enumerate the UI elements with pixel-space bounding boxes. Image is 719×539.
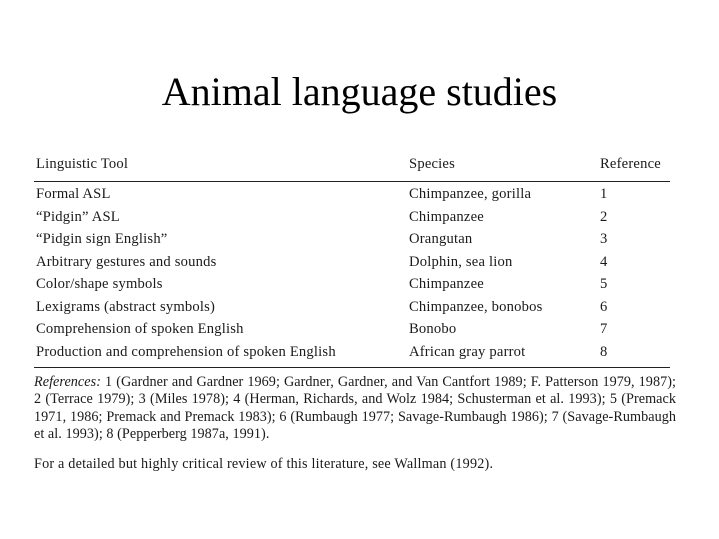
references-paragraph — [34, 374, 676, 444]
table-row — [34, 186, 674, 208]
cell-tool: “Pidgin sign English” — [36, 231, 168, 247]
cell-reference: 5 — [600, 276, 608, 292]
cell-tool: “Pidgin” ASL — [36, 208, 120, 225]
cell-reference: 3 — [600, 231, 608, 247]
column-header-species: Species — [409, 156, 455, 172]
column-header-tool: Linguistic Tool — [36, 156, 129, 172]
cell-species: Chimpanzee, bonobos — [409, 298, 543, 315]
table-row — [34, 209, 674, 231]
cell-reference: 7 — [600, 321, 608, 337]
table-bottom-rule — [34, 367, 670, 368]
slide-title: Animal language studies — [161, 69, 558, 114]
cell-species: Chimpanzee, gorilla — [409, 186, 532, 202]
references-text: 1 (Gardner and Gardner 1969; Gardner, Gardner, and Van Cantfort 1989; F. Patterson 1979, 1987); 2 (Terrace 1979); 3 (Miles 1978); 4 (Herman, Richards, and Wolz 1984; Schusterman et al. 1993); 5 (Premack 1971, 1986; Premack and Premack 1983); 6 (Rumbaugh 1977; Savage-Rumbaugh 1986); 7 (Savage-Rumbaugh et al. 1993); 8 (Pepperberg 1987a, 1991). — [34, 374, 676, 443]
table-row — [34, 254, 674, 276]
cell-tool: Production and comprehension of spoken English — [36, 343, 336, 360]
review-note: For a detailed but highly critical review of this literature, see Wallman (1992). — [34, 456, 494, 472]
cell-reference: 2 — [600, 208, 608, 225]
table-row — [34, 299, 674, 321]
table-top-rule — [34, 181, 670, 182]
table-row — [34, 231, 674, 253]
cell-tool: Lexigrams (abstract symbols) — [36, 298, 216, 315]
cell-reference: 6 — [600, 298, 608, 315]
cell-species: Orangutan — [409, 231, 473, 247]
cell-reference: 1 — [600, 186, 608, 202]
table-row — [34, 344, 674, 366]
cell-tool: Arbitrary gestures and sounds — [36, 253, 217, 270]
cell-species: Chimpanzee — [409, 208, 484, 225]
cell-species: African gray parrot — [409, 343, 526, 360]
table-row — [34, 321, 674, 343]
table-row — [34, 276, 674, 298]
cell-species: Dolphin, sea lion — [409, 253, 513, 270]
cell-tool: Comprehension of spoken English — [36, 321, 244, 337]
cell-reference: 8 — [600, 343, 608, 360]
cell-species: Bonobo — [409, 321, 457, 337]
cell-tool: Formal ASL — [36, 186, 111, 202]
cell-tool: Color/shape symbols — [36, 276, 163, 292]
references-label: References: — [34, 374, 101, 390]
cell-reference: 4 — [600, 253, 608, 270]
cell-species: Chimpanzee — [409, 276, 484, 292]
column-header-reference: Reference — [600, 156, 661, 172]
